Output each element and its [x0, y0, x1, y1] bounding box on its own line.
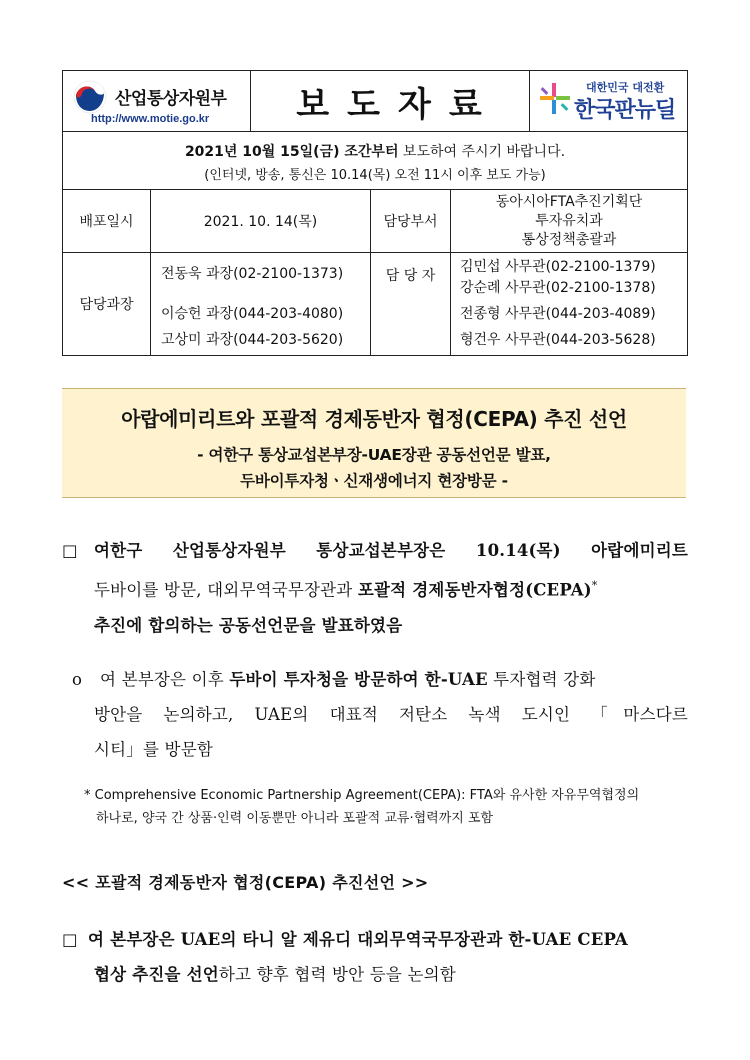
staff-contact: 강순례 사무관(02-2100-1378): [460, 280, 656, 296]
paragraph-text-bold: UAE의 타니 알 제유디 대외무역국무장관과 한-UAE CEPA: [180, 930, 628, 949]
brand-name: 한국판뉴딜: [574, 98, 676, 123]
paragraph-line: [62, 568, 688, 608]
manager-contact: 이승헌 과장(044-203-4080): [161, 306, 344, 322]
newdeal-logo-icon: [538, 81, 572, 117]
staff-contact: 전종형 사무관(044-203-4089): [460, 306, 656, 322]
embargo-rest: 보도하여 주시기 바랍니다.: [398, 143, 566, 160]
paragraph-line: [62, 608, 688, 643]
footnote-marker: *: [591, 579, 598, 592]
ministry-name: 산업통상자원부: [115, 89, 227, 109]
paragraph-1: [62, 533, 688, 643]
embargo-notice: [185, 141, 565, 161]
press-release-title: 보도자료: [296, 84, 500, 125]
managers-list: [151, 253, 371, 355]
paragraph-line: [62, 922, 688, 957]
headline-subtitle-line: - 여한구 통상교섭본부장-UAE장관 공동선언문 발표,: [197, 446, 551, 464]
manager-contact: 고상미 과장(044-203-5620): [161, 332, 344, 348]
paragraph-text: 방안을 논의하고, UAE의 대표적 저탄소 녹색 도시인 「마스다르: [94, 705, 688, 724]
newdeal-brand-cell: [530, 71, 687, 131]
paragraph-text: 하고 향후 협력 방안 등을 논의함: [218, 965, 456, 984]
managers-label: 담당과장: [63, 253, 151, 355]
embargo-row: [63, 132, 687, 190]
department-list: [451, 190, 687, 252]
staff-contact: 김민섭 사무관(02-2100-1379): [460, 259, 656, 275]
paragraph-2: [72, 662, 688, 767]
section-heading: << 포괄적 경제동반자 협정(CEPA) 추진선언 >>: [62, 873, 429, 892]
header-row: [63, 71, 687, 132]
paragraph-text-bold: 포괄적 경제동반자협정(CEPA): [357, 580, 592, 600]
distribution-date-value: 2021. 10. 14(목): [151, 190, 371, 252]
staff-label: 담 당 자: [371, 253, 451, 355]
embargo-note: (인터넷, 방송, 통신은 10.14(목) 오전 11시 이후 보도 가능): [204, 167, 546, 183]
paragraph-text: 여 본부장은: [88, 930, 181, 949]
square-bullet: □: [62, 541, 78, 560]
paragraph-text-bold: 두바이 투자청을 방문하여 한-UAE: [229, 670, 488, 689]
embargo-date: 2021년 10월 15일(금) 조간부터: [184, 143, 399, 160]
paragraph-line: [62, 957, 688, 992]
paragraph-text: 투자협력 강화: [487, 670, 596, 689]
distribution-date-label: 배포일시: [63, 190, 151, 252]
department-item: 통상정책총괄과: [521, 231, 617, 248]
ministry-url[interactable]: http://www.motie.go.kr: [91, 113, 210, 125]
footnote: [84, 784, 688, 830]
distribution-row: [63, 190, 687, 253]
department-label: 담당부서: [371, 190, 451, 252]
circle-bullet: o: [72, 670, 83, 689]
press-title-cell: [251, 71, 530, 131]
paragraph-3: [62, 922, 688, 992]
footnote-line: * Comprehensive Economic Partnership Agreement(CEPA): FTA와 유사한 자유무역협정의: [84, 788, 640, 803]
paragraph-line: [72, 732, 688, 767]
staff-list: [451, 253, 687, 355]
headline-subtitle-line: 두바이투자청ㆍ신재생에너지 현장방문 -: [240, 472, 508, 490]
staff-contact: 형건우 사무관(044-203-5628): [460, 332, 656, 348]
ministry-emblem-icon: [73, 80, 107, 114]
square-bullet: □: [62, 930, 78, 949]
brand-tagline: 대한민국 대전환: [586, 81, 665, 94]
paragraph-text: 여한구 산업통상자원부 통상교섭본부장은 10.14(목) 아랍에미리트: [94, 541, 688, 560]
paragraph-text: 여 본부장은 이후: [100, 670, 230, 689]
headline-box: [62, 388, 686, 498]
press-header-table: [62, 70, 688, 356]
paragraph-line: [62, 533, 688, 568]
headline-title: 아랍에미리트와 포괄적 경제동반자 협정(CEPA) 추진 선언: [121, 407, 627, 431]
paragraph-text-bold: 협상 추진을 선언: [94, 965, 219, 984]
paragraph-line: [72, 697, 688, 732]
ministry-logo-cell: [63, 71, 251, 131]
department-item: 동아시아FTA추진기획단: [495, 193, 643, 210]
paragraph-text: 시티」를 방문함: [94, 740, 213, 759]
contacts-row: [63, 253, 687, 355]
paragraph-text-bold: 추진에 합의하는 공동선언문을 발표하였음: [94, 615, 403, 635]
department-item: 투자유치과: [535, 212, 603, 229]
footnote-line: 하나로, 양국 간 상품·인력 이동뿐만 아니라 포괄적 교류·협력까지 포함: [96, 811, 494, 826]
manager-contact: 전동욱 과장(02-2100-1373): [161, 266, 344, 282]
paragraph-text: 두바이를 방문, 대외무역국무장관과: [94, 580, 358, 600]
paragraph-line: [72, 662, 688, 697]
headline-subtitle: [62, 442, 686, 494]
